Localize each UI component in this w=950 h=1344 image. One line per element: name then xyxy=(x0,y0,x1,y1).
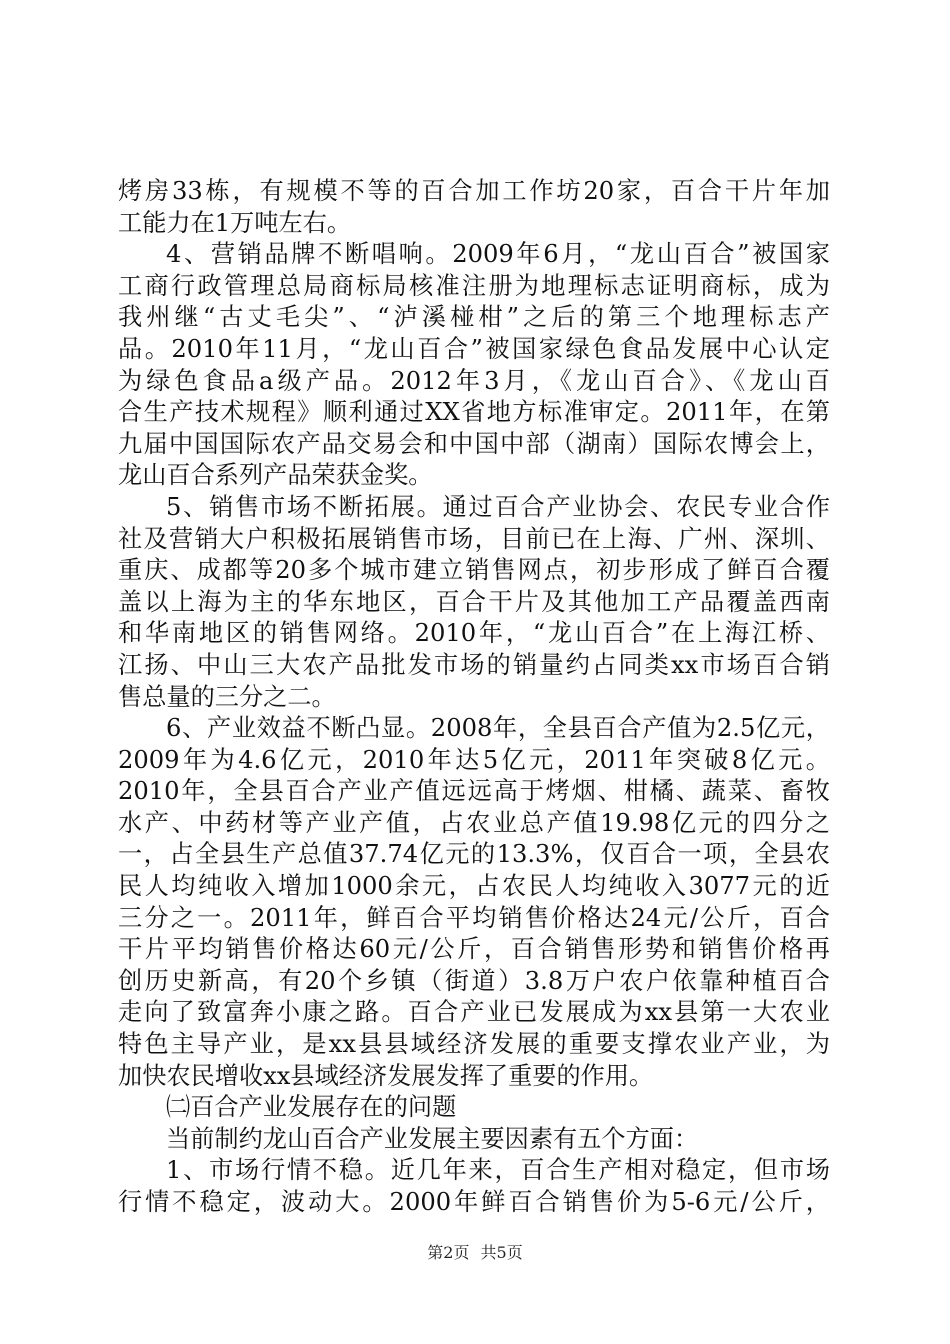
text-line: 当前制约龙山百合产业发展主要因素有五个方面： xyxy=(166,1124,699,1153)
text-line: 干片平均销售价格达60元/公斤，百合销售形势和销售价格再 xyxy=(118,935,830,964)
text-line: 龙山百合系列产品荣获金奖。 xyxy=(118,461,433,490)
document-body xyxy=(118,176,830,1219)
text-line: 三分之一。2011年，鲜百合平均销售价格达24元/公斤，百合 xyxy=(118,903,830,932)
text-line: 4、营销品牌不断唱响。2009年6月，“龙山百合”被国家 xyxy=(166,240,830,269)
text-line: ㈡百合产业发展存在的问题 xyxy=(166,1093,457,1122)
text-line: 2010年，全县百合产业产值远远高于烤烟、柑橘、蔬菜、畜牧 xyxy=(118,777,830,806)
page-footer xyxy=(0,1243,950,1263)
text-line: 一，占全县生产总值37.74亿元的13.3%，仅百合一项，全县农 xyxy=(118,840,830,869)
page-number: 第2页 xyxy=(427,1243,470,1262)
text-line: 水产、中药材等产业产值，占农业总产值19.98亿元的四分之 xyxy=(118,808,830,837)
text-line: 社及营销大户积极拓展销售市场，目前已在上海、广州、深圳、 xyxy=(118,524,830,553)
text-line: 我州继“古丈毛尖”、“泸溪椪柑”之后的第三个地理标志产 xyxy=(118,303,830,332)
text-line: 创历史新高，有20个乡镇（街道）3.8万户农户依靠种植百合 xyxy=(118,966,830,995)
text-line: 工商行政管理总局商标局核准注册为地理标志证明商标，成为 xyxy=(118,271,830,300)
text-line: 重庆、成都等20多个城市建立销售网点，初步形成了鲜百合覆 xyxy=(118,556,830,585)
text-line: 盖以上海为主的华东地区，百合干片及其他加工产品覆盖西南 xyxy=(118,587,830,616)
text-line: 江扬、中山三大农产品批发市场的销量约占同类xx市场百合销 xyxy=(118,650,830,679)
text-line: 走向了致富奔小康之路。百合产业已发展成为xx县第一大农业 xyxy=(118,998,830,1027)
text-line: 合生产技术规程》顺利通过XX省地方标准审定。2011年，在第 xyxy=(118,398,830,427)
text-line: 5、销售市场不断拓展。通过百合产业协会、农民专业合作 xyxy=(166,492,830,521)
page-total: 共5页 xyxy=(480,1243,523,1262)
text-line: 6、产业效益不断凸显。2008年，全县百合产值为2.5亿元， xyxy=(166,714,830,743)
text-line: 为绿色食品a级产品。2012年3月，《龙山百合》、《龙山百 xyxy=(118,366,830,395)
text-line: 民人均纯收入增加1000余元，占农民人均纯收入3077元的近 xyxy=(118,872,830,901)
text-line: 特色主导产业，是xx县县域经济发展的重要支撑农业产业，为 xyxy=(118,1030,830,1059)
text-line: 九届中国国际农产品交易会和中国中部（湖南）国际农博会上， xyxy=(118,429,830,458)
text-line: 1、市场行情不稳。近几年来，百合生产相对稳定，但市场 xyxy=(166,1156,830,1185)
text-line: 和华南地区的销售网络。2010年，“龙山百合”在上海江桥、 xyxy=(118,619,830,648)
text-line: 售总量的三分之二。 xyxy=(118,682,336,711)
text-line: 加快农民增收xx县域经济发展发挥了重要的作用。 xyxy=(118,1061,654,1090)
text-line: 2009年为4.6亿元，2010年达5亿元，2011年突破8亿元。 xyxy=(118,745,830,774)
text-line: 工能力在1万吨左右。 xyxy=(118,208,352,237)
text-line: 行情不稳定，波动大。2000年鲜百合销售价为5-6元/公斤， xyxy=(118,1188,830,1216)
text-line: 烤房33栋，有规模不等的百合加工作坊20家，百合干片年加 xyxy=(118,177,830,205)
text-line: 品。2010年11月，“龙山百合”被国家绿色食品发展中心认定 xyxy=(118,334,830,363)
